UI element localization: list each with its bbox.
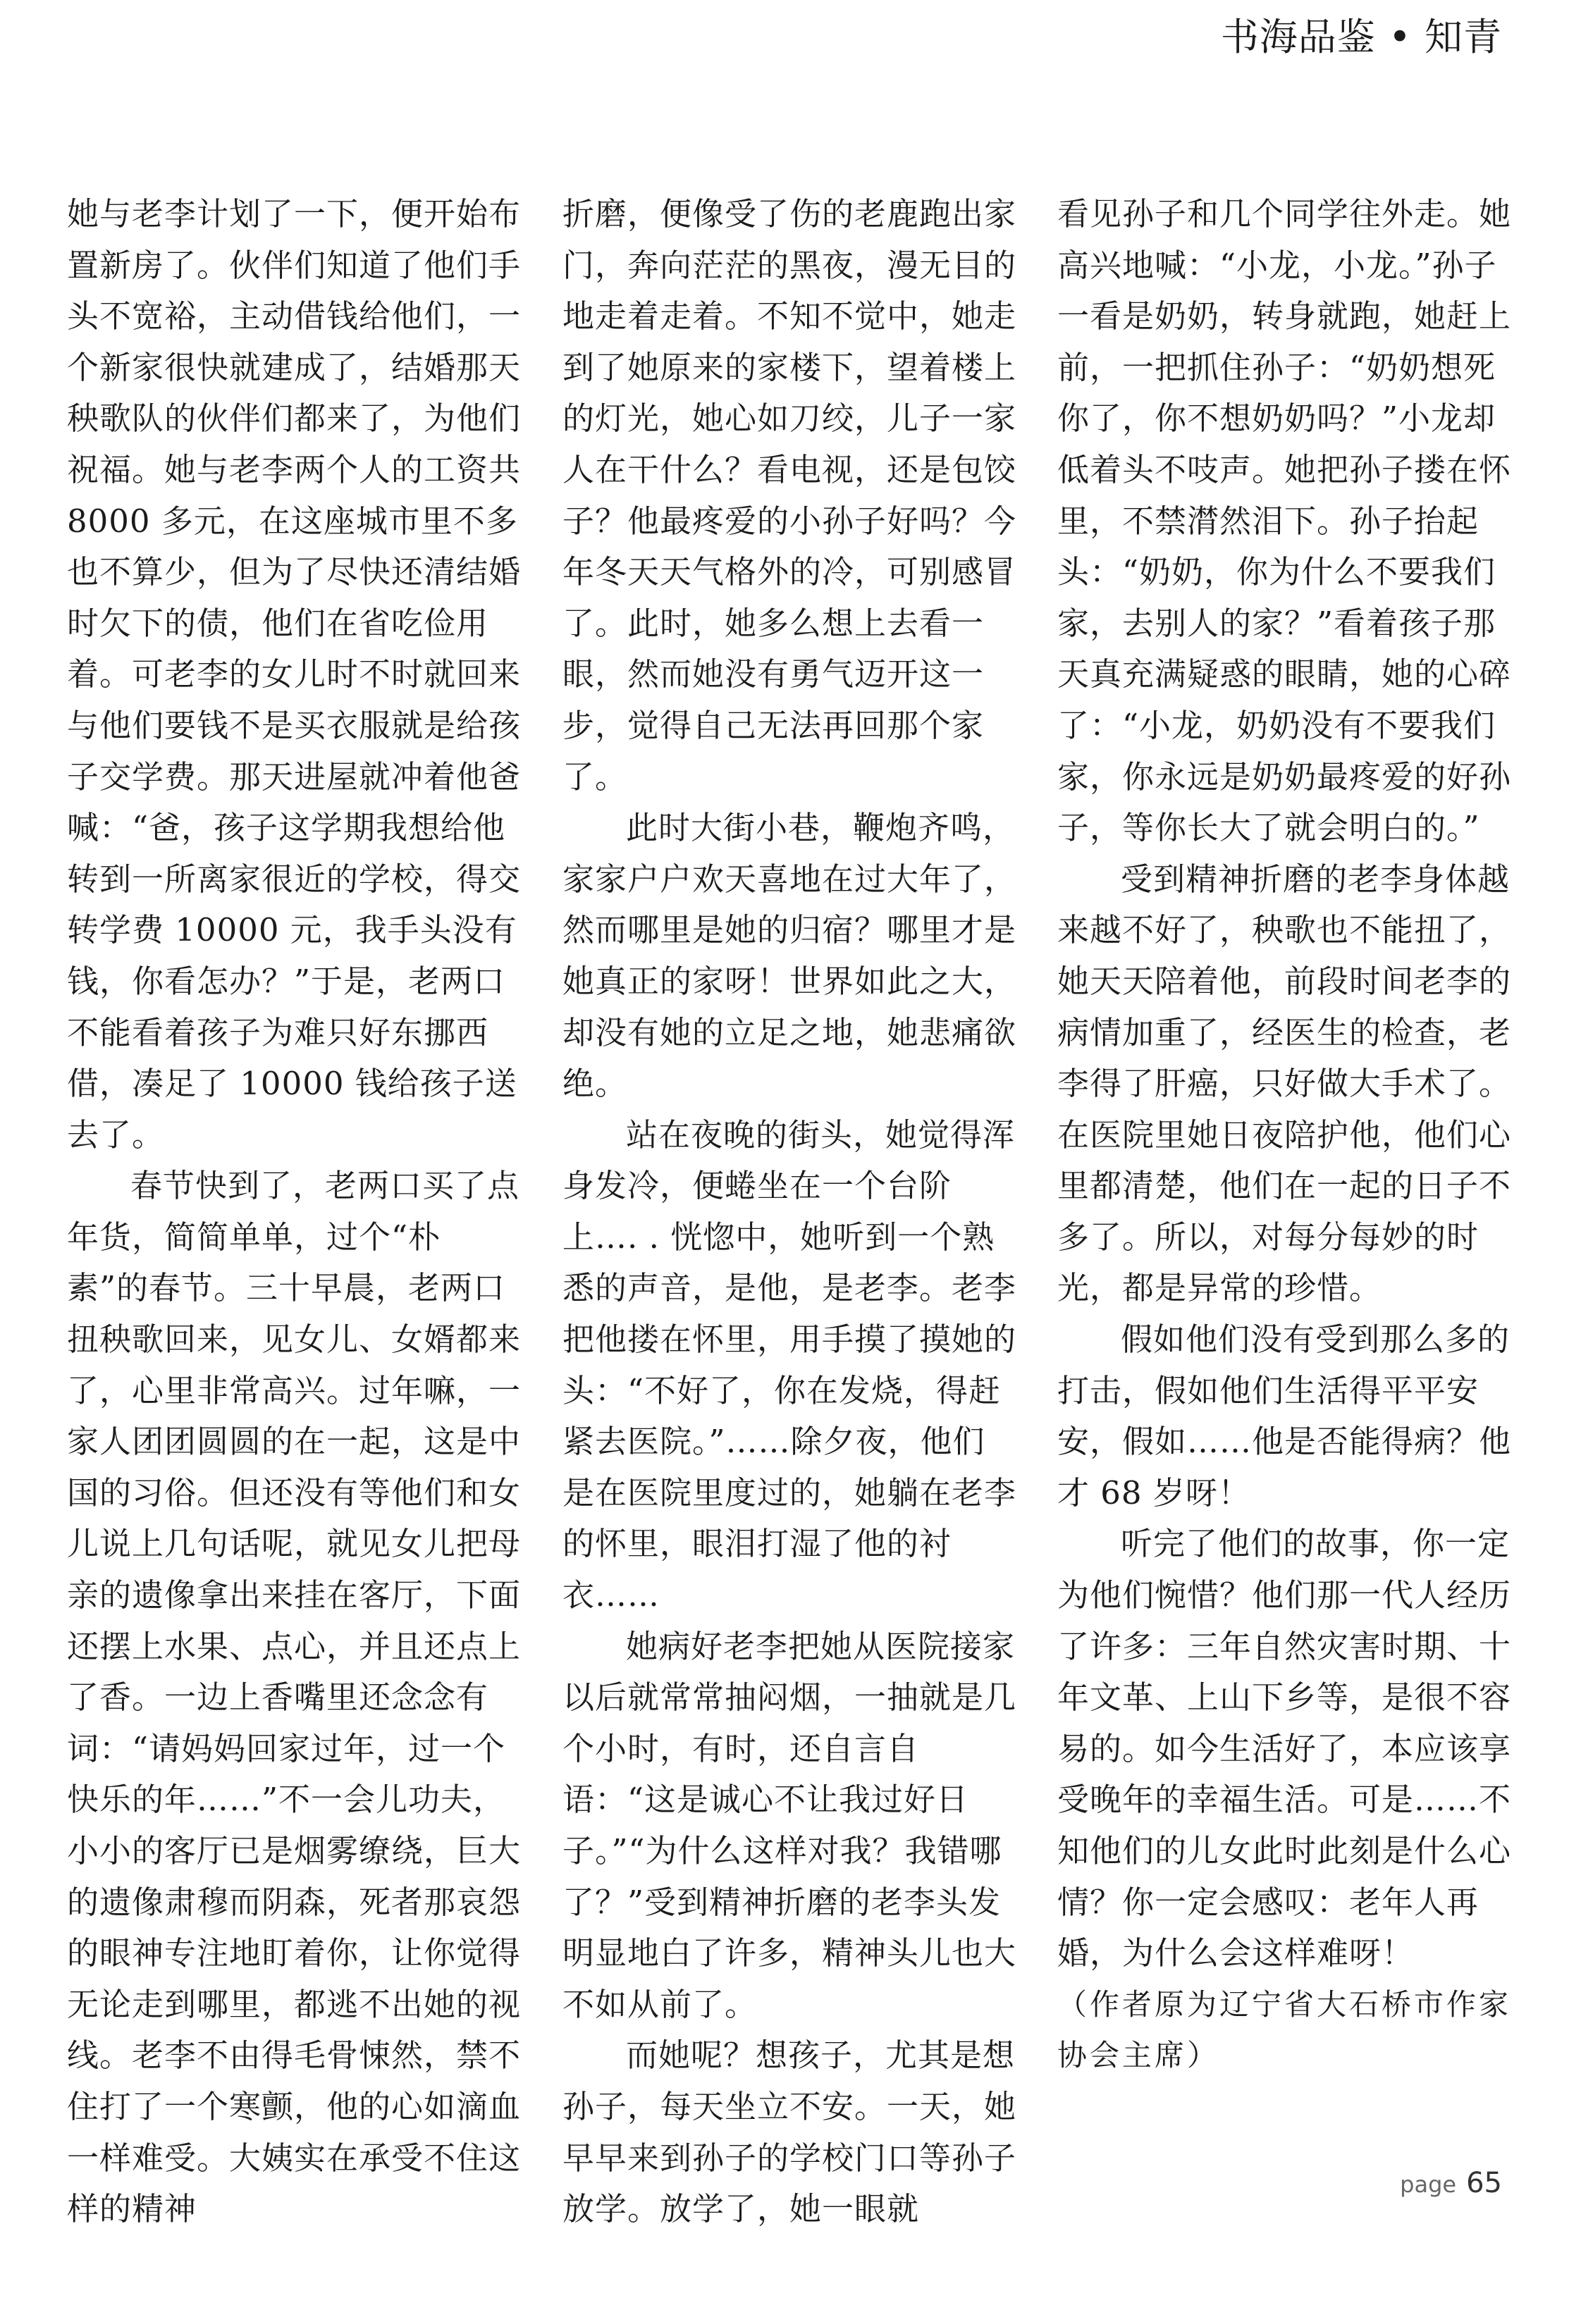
page-number: 65: [1466, 2167, 1502, 2199]
text-column-3: [1057, 189, 1512, 2082]
paragraph: 她与老李计划了一下，便开始布置新房了。伙伴们知道了他们手头不宽裕，主动借钱给他们，一个新家很快就建成了，结婚那天秧歌队的伙伴们都来了，为他们祝福。她与老李两个人的工资共 8000 多元，在这座城市里不多也不算少，但为了尽快还清结婚时欠下的债，他们在省吃俭用着。可老李的女儿时不时就回来与他们要钱不是买衣服就是给孩子交学费。那天进屋就冲着他爸喊：“爸，孩子这学期我想给他转到一所离家很近的学校，得交转学费 10000 元，我手头没有钱，你看怎办？”于是，老两口不能看着孩子为难只好东挪西借，凑足了 10000 钱给孩子送去了。: [67, 195, 522, 1154]
page-footer: [1400, 2167, 1502, 2199]
paragraph: 春节快到了，老两口买了点年货，简简单单，过个“朴素”的春节。三十早晨，老两口扭秧歌回来，见女儿、女婿都来了，心里非常高兴。过年嘛，一家人团团圆圆的在一起，这是中国的习俗。但还没有等他们和女儿说上几句话呢，就见女儿把母亲的遗像拿出来挂在客厅，下面还摆上水果、点心，并且还点上了香。一边上香嘴里还念念有词：“请妈妈回家过年，过一个快乐的年……”不一会儿功夫，小小的客厅已是烟雾缭绕，巨大的遗像肃穆而阴森，死者那哀怨的眼神专注地盯着你，让你觉得无论走到哪里，都逃不出她的视线。老李不由得毛骨悚然，禁不住打了一个寒颤，他的心如滴血一样难受。大姨实在承受不住这样的精神: [67, 1167, 522, 2228]
paragraph: 假如他们没有受到那么多的打击，假如他们生活得平平安安，假如……他是否能得病？他才 68 岁呀！: [1057, 1321, 1512, 1512]
paragraph: 而她呢？想孩子，尤其是想孙子，每天坐立不安。一天，她早早来到孙子的学校门口等孙子放学。放学了，她一眼就: [562, 2036, 1017, 2228]
paragraph: 折磨，便像受了伤的老鹿跑出家门，奔向茫茫的黑夜，漫无目的地走着走着。不知不觉中，她走到了她原来的家楼下，望着楼上的灯光，她心如刀绞，儿子一家人在干什么？看电视，还是包饺子？他最疼爱的小孙子好吗？今年冬天天气格外的冷，可别感冒了。此时，她多么想上去看一眼，然而她没有勇气迈开这一步，觉得自己无法再回那个家了。: [562, 195, 1017, 796]
author-note: （作者原为辽宁省大石桥市作家协会主席）: [1057, 1986, 1512, 2073]
paragraph: 此时大街小巷，鞭炮齐鸣，家家户户欢天喜地在过大年了，然而哪里是她的归宿？哪里才是她真正的家呀！世界如此之大，却没有她的立足之地，她悲痛欲绝。: [562, 809, 1017, 1103]
paragraph: 她病好老李把她从医院接家以后就常常抽闷烟，一抽就是几个小时，有时，还自言自语：“这是诚心不让我过好日子。”“为什么这样对我？我错哪了？”受到精神折磨的老李头发明显地白了许多，精神头儿也大不如从前了。: [562, 1627, 1017, 2023]
paragraph: 看见孙子和几个同学往外走。她高兴地喊：“小龙，小龙。”孙子一看是奶奶，转身就跑，她赶上前，一把抓住孙子：“奶奶想死你了，你不想奶奶吗？”小龙却低着头不吱声。她把孙子搂在怀里，不禁潸然泪下。孙子抬起头：“奶奶，你为什么不要我们家，去别人的家？”看着孩子那天真充满疑惑的眼睛，她的心碎了：“小龙，奶奶没有不要我们家，你永远是奶奶最疼爱的好孙子，等你长大了就会明白的。”: [1057, 195, 1512, 847]
paragraph: 听完了他们的故事，你一定为他们惋惜？他们那一代人经历了许多：三年自然灾害时期、十年文革、上山下乡等，是很不容易的。如今生活好了，本应该享受晚年的幸福生活。可是……不知他们的儿女此时此刻是什么心情？你一定会感叹：老年人再婚，为什么会这样难呀！: [1057, 1525, 1512, 1972]
text-column-1: [67, 189, 522, 2235]
paragraph: 站在夜晚的街头，她觉得浑身发冷，便蜷坐在一个台阶上…. . 恍惚中，她听到一个熟悉的声音，是他，是老李。老李把他搂在怀里，用手摸了摸她的头：“不好了，你在发烧，得赶紧去医院。”……除夕夜，他们是在医院里度过的，她躺在老李的怀里，眼泪打湿了他的衬衣……: [562, 1115, 1017, 1614]
text-column-2: [562, 189, 1017, 2235]
paragraph: 受到精神折磨的老李身体越来越不好了，秧歌也不能扭了，她天天陪着他，前段时间老李的病情加重了，经医生的检查，老李得了肝癌，只好做大手术了。在医院里她日夜陪护他，他们心里都清楚，他们在一起的日子不多了。所以，对每分每妙的时光，都是异常的珍惜。: [1057, 860, 1512, 1307]
page-label: page: [1400, 2171, 1457, 2198]
section-header: 书海品鉴 • 知青: [1220, 15, 1502, 59]
